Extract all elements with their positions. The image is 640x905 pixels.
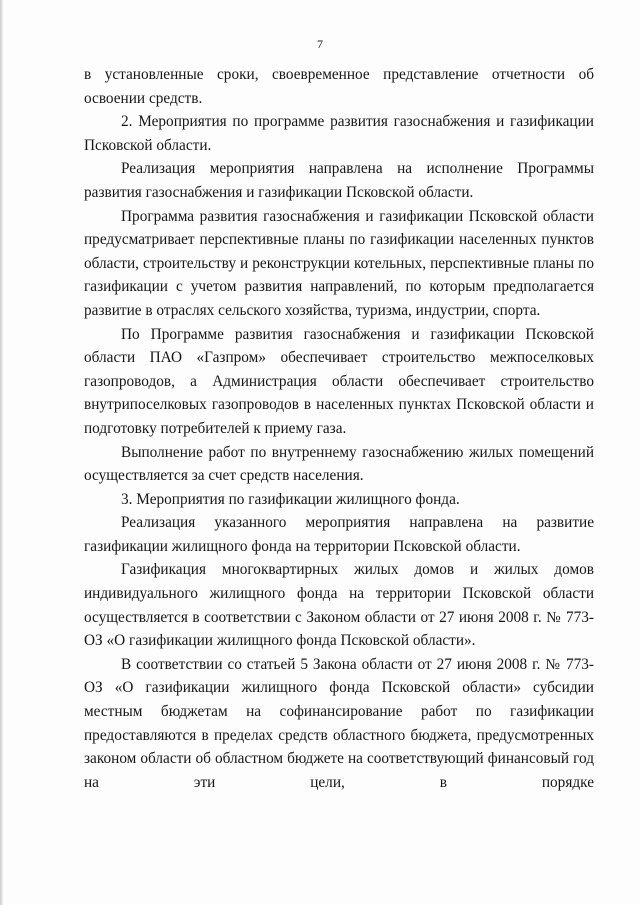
- paragraph-reporting-continuation: в установленные сроки, своевременное представление отчетности об освоении средств.: [84, 66, 594, 107]
- paragraph-program-plans: Программа развития газоснабжения и газификации Псковской области предусматривает перспективные планы по газификации населенных пунктов области, строительству и реконструкции котельных, перспективные планы по газификации с учетом развития направлений, по которым предполагается развитие в отраслях сельского хозяйства, туризма, индустрии, спорта.: [84, 207, 594, 319]
- page-number: 7: [317, 37, 323, 51]
- paragraph-program-purpose: Реализация мероприятия направлена на исполнение Программы развития газоснабжения и газификации Псковской области.: [84, 160, 594, 201]
- paragraph-section-2-heading: 2. Мероприятия по программе развития газоснабжения и газификации Псковской области.: [84, 113, 594, 154]
- paragraph-section-3-heading: 3. Мероприятия по газификации жилищного фонда.: [121, 490, 460, 508]
- paragraph-subsidies: В соответствии со статьей 5 Закона области от 27 июня 2008 г. № 773-ОЗ «О газификации жилищного фонда Псковской области» субсидии местным бюджетам на софинансирование работ по газификации предоставляются в пределах средств областного бюджета, предусмотренных законом области об областном бюджете на соответствующий финансовый год на эти цели, в порядке: [84, 655, 594, 791]
- paragraph-housing-law: Газификация многоквартирных жилых домов и жилых домов индивидуального жилищного фонда на территории Псковской области осуществляется в соответствии с Законом области от 27 июня 2008 г. № 773-ОЗ «О газификации жилищного фонда Псковской области».: [84, 561, 594, 650]
- paragraph-internal-works: Выполнение работ по внутреннему газоснабжению жилых помещений осуществляется за счет средств населения.: [84, 443, 594, 485]
- scan-edge-shadow: [0, 0, 3, 905]
- document-body: [84, 63, 594, 794]
- paragraph-gazprom-role: По Программе развития газоснабжения и газификации Псковской области ПАО «Газпром» обеспечивает строительство межпоселковых газопроводов, а Администрация области обеспечивает строительство внутрипоселковых газопроводов в населенных пунктах Псковской области и подготовку потребителей к приему газа.: [84, 325, 594, 437]
- paragraph-housing-purpose: Реализация указанного мероприятия направлена на развитие газификации жилищного фонда на территории Псковской области.: [84, 514, 594, 555]
